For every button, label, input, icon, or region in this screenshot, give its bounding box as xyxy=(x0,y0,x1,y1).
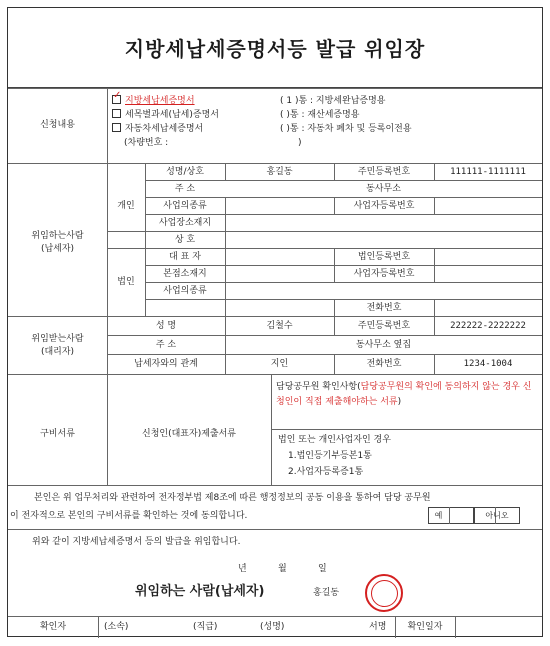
affiliation-label: (소속) xyxy=(104,622,129,632)
signer-name[interactable]: 홍길동 xyxy=(313,588,340,598)
consent-no-label: 아니오 xyxy=(485,511,509,520)
address-value[interactable]: 동사무소 xyxy=(366,184,401,194)
request-label: 신청내용 xyxy=(40,120,75,130)
seal-stamp-icon xyxy=(365,574,403,612)
officer-check-note: 담당공무원 확인사항(담당공무원의 확인에 동의하지 않는 경우 신청인이 직접 제출해야하는 서류) xyxy=(276,382,532,407)
trade-name-label: 상 호 xyxy=(174,235,196,245)
name-label: 성명/상호 xyxy=(166,167,204,177)
rank-label: (직급) xyxy=(193,622,218,632)
delegate-phone-label: 전화번호 xyxy=(366,359,402,369)
corp-reg-label: 법인등록번호 xyxy=(357,252,411,262)
delegate-address-value[interactable]: 동사무소 옆집 xyxy=(355,340,412,350)
checkbox-icon[interactable] xyxy=(112,109,121,118)
request-item-3[interactable]: 자동차세납세증명서 xyxy=(112,123,203,135)
corp-case-label: 법인 또는 개인사업자인 경우 xyxy=(278,435,391,445)
officer-name-label: (성명) xyxy=(260,622,285,632)
delegate-name-value[interactable]: 김철수 xyxy=(266,321,293,331)
doc-item-1: 1.법인등기부등본1통 xyxy=(288,451,372,461)
applicant-docs-label: 신청인(대표자)제출서류 xyxy=(142,429,236,439)
relation-value[interactable]: 지인 xyxy=(270,359,289,369)
consent-line-1: 본인은 위 업무처리와 관련하여 전자정부법 제8조에 따른 행정정보의 공동 이용을 통하여 담당 공무원 xyxy=(34,493,431,503)
biz-type-label: 사업의종류 xyxy=(163,201,207,211)
corporate-label: 법인 xyxy=(117,277,135,287)
request-item-2-count: ( )통 : 재산세증명용 xyxy=(280,110,360,120)
signature-label: 서명 xyxy=(369,622,387,632)
checkbox-icon[interactable] xyxy=(112,123,121,132)
rrn-value[interactable]: 111111-1111111 xyxy=(450,167,526,177)
date-year[interactable]: 년 xyxy=(238,564,247,574)
request-item-1-count: ( 1 )통 : 지방세완납증명용 xyxy=(280,96,386,106)
delegation-statement: 위와 같이 지방세납세증명서 등의 발급을 위임합니다. xyxy=(32,537,241,547)
name-value[interactable]: 홍길동 xyxy=(266,167,293,177)
delegate-rrn-label: 주민등록번호 xyxy=(357,321,411,331)
signer-label: 위임하는 사람(납세자) xyxy=(135,584,265,599)
request-item-3-count: ( )통 : 자동차 폐차 및 등록이전용 xyxy=(280,124,412,134)
delegate-rrn-value[interactable]: 222222-2222222 xyxy=(450,321,526,331)
form-title: 지방세납세증명서등 발급 위임장 xyxy=(8,8,542,88)
request-item-1[interactable]: ✓지방세납세증명서 xyxy=(112,95,195,107)
vehicle-number-close: ) xyxy=(298,138,302,148)
rrn-label: 주민등록번호 xyxy=(357,167,411,177)
documents-label: 구비서류 xyxy=(40,429,75,439)
biz-reg-label: 사업자등록번호 xyxy=(353,201,415,211)
confirm-date-label: 확인일자 xyxy=(407,622,443,632)
doc-item-2: 2.사업자등록증1통 xyxy=(288,467,364,477)
corp-biz-type-label: 사업의종류 xyxy=(163,286,207,296)
checkbox-checked-icon[interactable] xyxy=(112,95,121,104)
delegate-sublabel: (대리자) xyxy=(40,347,75,357)
address-label: 주 소 xyxy=(174,184,196,194)
delegate-phone-value[interactable]: 1234-1004 xyxy=(463,359,513,369)
delegate-name-label: 성 명 xyxy=(155,321,177,331)
relation-label: 납세자와의 관계 xyxy=(134,359,198,369)
corp-biz-reg-label: 사업자등록번호 xyxy=(353,269,415,279)
delegation-form xyxy=(7,7,543,637)
biz-addr-label: 사업장소재지 xyxy=(158,218,212,228)
representative-label: 대 표 자 xyxy=(169,252,201,262)
delegator-label: 위임하는사람 xyxy=(31,231,84,241)
consent-yes-label: 예 xyxy=(434,511,443,520)
confirmer-label: 확인자 xyxy=(39,622,67,632)
corp-phone-label: 전화번호 xyxy=(366,303,402,313)
vehicle-number-label: (차량번호 : xyxy=(124,138,169,148)
delegator-sublabel: (납세자) xyxy=(40,244,75,254)
hq-address-label: 본점소재지 xyxy=(163,269,207,279)
consent-line-2: 이 전자적으로 본인의 구비서류를 확인하는 것에 동의합니다. xyxy=(10,511,248,521)
delegate-label: 위임받는사람 xyxy=(31,334,84,344)
date-month[interactable]: 월 xyxy=(278,564,287,574)
individual-label: 개인 xyxy=(117,201,135,211)
delegate-address-label: 주 소 xyxy=(155,340,177,350)
request-item-2[interactable]: 세목별과세(납세)증명서 xyxy=(112,109,219,121)
date-day[interactable]: 일 xyxy=(318,564,327,574)
